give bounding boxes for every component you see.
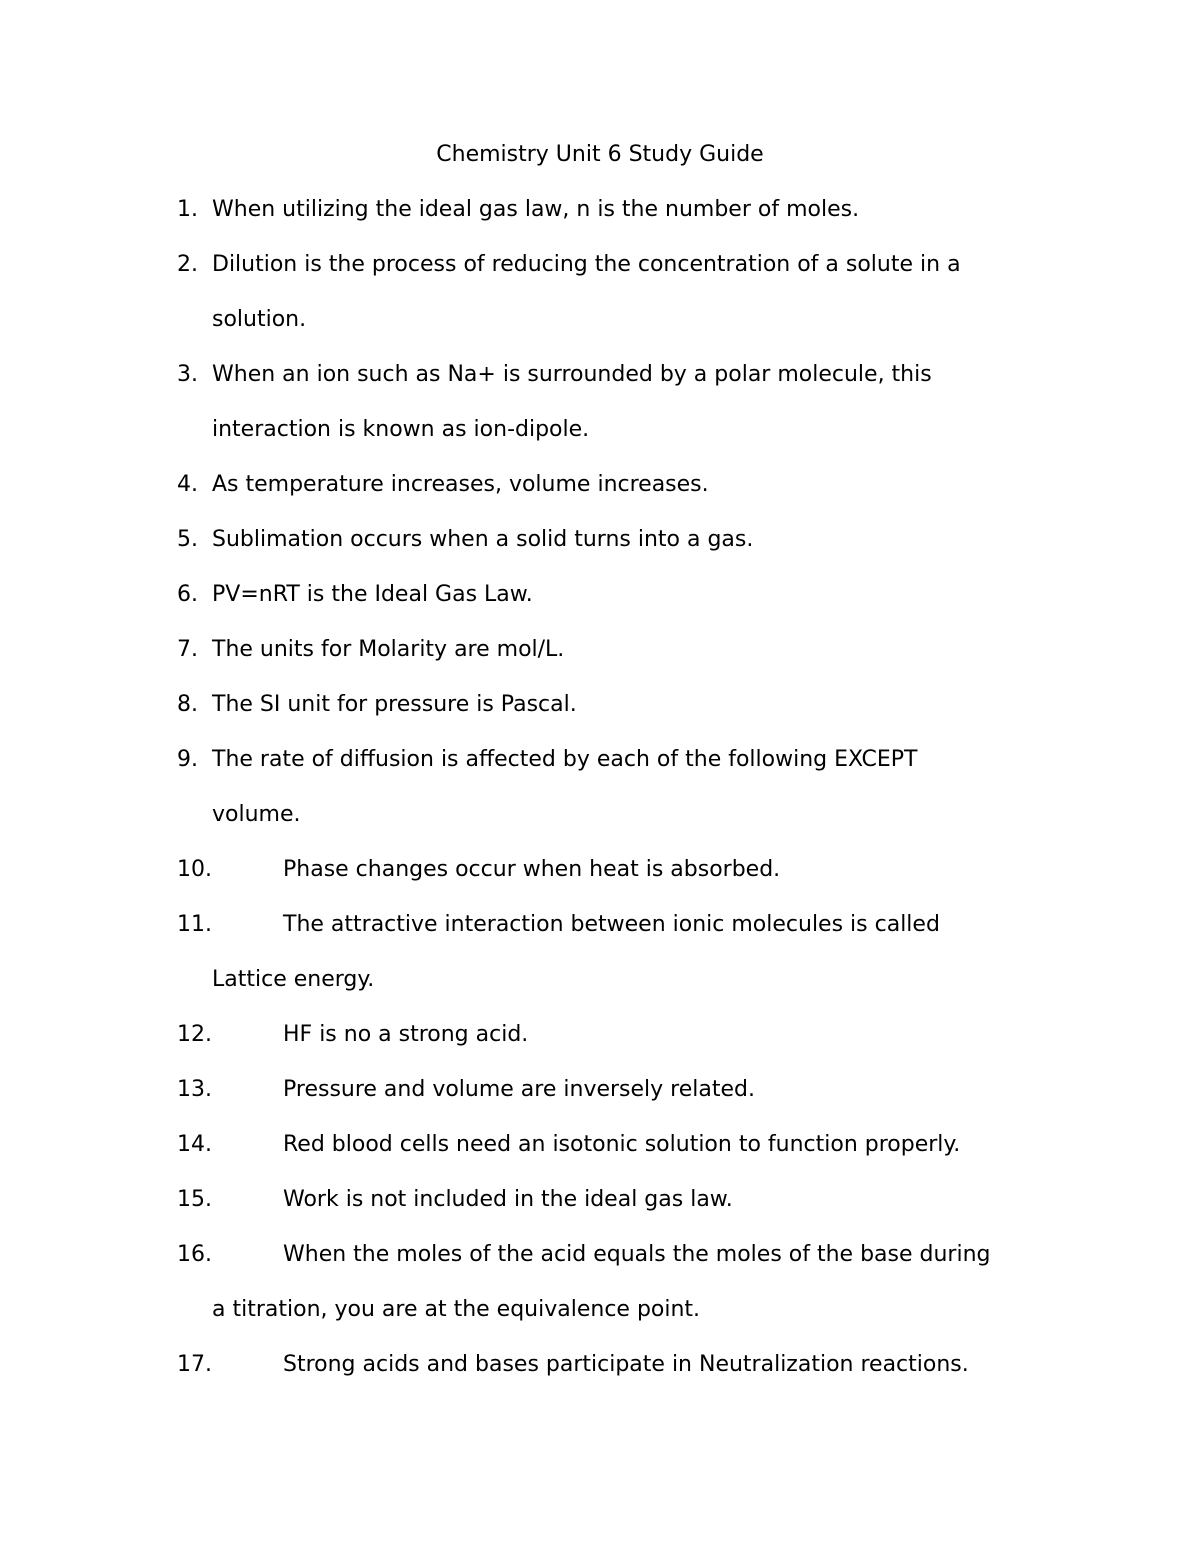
item-text-continuation: Lattice energy. [212, 967, 375, 992]
item-text: The SI unit for pressure is Pascal. [212, 692, 577, 717]
item-text: HF is no a strong acid. [283, 1022, 529, 1047]
item-number: 3. [177, 362, 198, 387]
item-number: 12. [177, 1022, 212, 1047]
list-item-14 [177, 1128, 1077, 1183]
item-number: 17. [177, 1352, 212, 1377]
list-item-17 [177, 1348, 1077, 1403]
item-text: As temperature increases, volume increases. [212, 472, 709, 497]
item-text: Dilution is the process of reducing the concentration of a solute in a [212, 252, 961, 277]
item-text: The rate of diffusion is affected by each of the following EXCEPT [212, 747, 918, 772]
item-number: 5. [177, 527, 198, 552]
item-number: 15. [177, 1187, 212, 1212]
list-item-16-continuation [177, 1293, 1077, 1348]
list-item-15 [177, 1183, 1077, 1238]
list-item-3 [177, 358, 1077, 413]
list-item-4 [177, 468, 1077, 523]
item-text: When an ion such as Na+ is surrounded by a polar molecule, this [212, 362, 932, 387]
list-item-8 [177, 688, 1077, 743]
item-text: The units for Molarity are mol/L. [212, 637, 565, 662]
item-text: The attractive interaction between ionic molecules is called [283, 912, 940, 937]
list-item-12 [177, 1018, 1077, 1073]
item-number: 16. [177, 1242, 212, 1267]
item-text-continuation: interaction is known as ion-dipole. [212, 417, 590, 442]
item-number: 7. [177, 637, 198, 662]
item-number: 11. [177, 912, 212, 937]
item-number: 9. [177, 747, 198, 772]
item-text: Strong acids and bases participate in Neutralization reactions. [283, 1352, 969, 1377]
study-guide-list [177, 193, 1077, 1403]
item-number: 1. [177, 197, 198, 222]
item-text-continuation: a titration, you are at the equivalence point. [212, 1297, 701, 1322]
item-text-continuation: volume. [212, 802, 301, 827]
document-title: Chemistry Unit 6 Study Guide [436, 142, 764, 167]
list-item-9 [177, 743, 1077, 798]
list-item-7 [177, 633, 1077, 688]
list-item-3-continuation [177, 413, 1077, 468]
item-text: Sublimation occurs when a solid turns into a gas. [212, 527, 754, 552]
list-item-2 [177, 248, 1077, 303]
list-item-10 [177, 853, 1077, 908]
item-text: When utilizing the ideal gas law, n is the number of moles. [212, 197, 860, 222]
list-item-11 [177, 908, 1077, 963]
item-text: Work is not included in the ideal gas law. [283, 1187, 733, 1212]
item-text: When the moles of the acid equals the moles of the base during [283, 1242, 991, 1267]
item-text: Pressure and volume are inversely related. [283, 1077, 755, 1102]
list-item-13 [177, 1073, 1077, 1128]
list-item-6 [177, 578, 1077, 633]
list-item-2-continuation [177, 303, 1077, 358]
item-text: Red blood cells need an isotonic solution to function properly. [283, 1132, 961, 1157]
list-item-11-continuation [177, 963, 1077, 1018]
item-text: Phase changes occur when heat is absorbed. [283, 857, 781, 882]
item-text-continuation: solution. [212, 307, 307, 332]
item-number: 14. [177, 1132, 212, 1157]
item-number: 10. [177, 857, 212, 882]
list-item-5 [177, 523, 1077, 578]
list-item-16 [177, 1238, 1077, 1293]
item-number: 8. [177, 692, 198, 717]
item-text: PV=nRT is the Ideal Gas Law. [212, 582, 533, 607]
list-item-1 [177, 193, 1077, 248]
item-number: 2. [177, 252, 198, 277]
item-number: 4. [177, 472, 198, 497]
list-item-9-continuation [177, 798, 1077, 853]
item-number: 13. [177, 1077, 212, 1102]
item-number: 6. [177, 582, 198, 607]
